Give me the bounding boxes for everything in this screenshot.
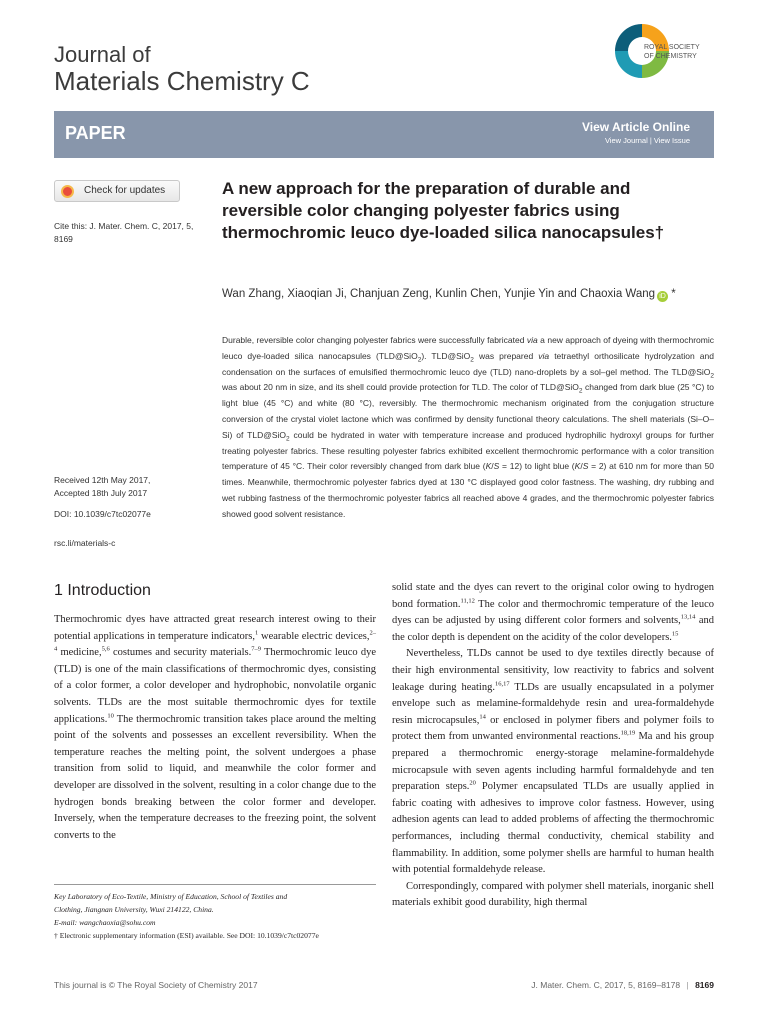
article-type-label: PAPER xyxy=(65,123,126,143)
received-date: Received 12th May 2017, xyxy=(54,475,151,485)
journal-title-line2: Materials Chemistry C xyxy=(54,66,310,96)
affiliation-line1: Key Laboratory of Eco-Textile, Ministry of Education, School of Textiles and xyxy=(54,892,288,901)
paragraph: solid state and the dyes can revert to the original color owing to hydrogen bond formation.$^{11,12}$ The color and thermochromic temperature of the leuco dyes can be adjusted by using different color formers and solvents,$^{13,14}$ and the color depth is dependent on the acidity of the color developers.$^{15}$ xyxy=(392,582,715,643)
body-column-right xyxy=(392,580,714,912)
affiliation-line2: Clothing, Jiangnan University, Wuxi 214122, China. xyxy=(54,905,214,914)
corresponding-email[interactable]: E-mail: wangchaoxia@sohu.com xyxy=(54,918,156,927)
abstract: Durable, reversible color changing polyester fabrics were successfully fabricated via a new approach of dyeing with thermochromic leuco dye-loaded silica nanocapsules (TLD@SiO$_2$). TLD@SiO$_2$ was prepared via tetraethyl orthosilicate hydrolyzation and condensation on the surfaces of emulsified thermochromic leuco dye (TLD) nano-droplets by a sol–gel method. The TLD@SiO$_2$ was about 20 nm in size, and its shell could provide protection for TLD. The color of TLD@SiO$_2$ changed from dark blue (25 °C) to light blue (45 °C) and white (80 °C), reversibly. The thermochromic mechanism originated from the conjugation structure conversion of the crystal violet lactone which was confirmed by density functional theory calculations. The shell materials (Si–O–Si) of TLD@SiO$_2$ could be hydrated in water with temperature increase and produced hydrophilic hydroxyl groups for further treating polyester fabrics. These resulting polyester fabrics exhibited excellent thermochromic performance with a color transition temperature of 45 °C. Their color reversibly changed from dark blue (K/S = 12) to light blue (K/S = 2) at 610 nm for more than 50 times. Meanwhile, thermochromic polyester fabrics dyed at 130 °C displayed good color fastness. The washing, dry rubbing and wet rubbing fastness of the thermochromic polyester fabrics all reached above 4 grades, and the thermochromic polyester fabrics showed good solvent resistance. xyxy=(222,335,715,519)
view-article-online-link[interactable]: View Article Online xyxy=(581,120,690,134)
article-title: A new approach for the preparation of durable and reversible color changing polyester fabrics using thermochromic leuco dye-loaded silica nanocapsules† xyxy=(222,179,665,242)
article-type-banner xyxy=(54,111,714,158)
footer-citation: J. Mater. Chem. C, 2017, 5, 8169–8178 | 8169 xyxy=(531,980,714,990)
esi-note: † Electronic supplementary information (ESI) available. See DOI: 10.1039/c7tc02077e xyxy=(54,931,319,940)
body-column-left xyxy=(54,612,376,844)
rsc-logo-text1: ROYAL SOCIETY xyxy=(644,44,700,51)
check-for-updates-button[interactable] xyxy=(54,180,180,202)
paragraph: Correspondingly, compared with polymer shell materials, inorganic shell materials exhibit good durability, high thermal xyxy=(392,880,714,909)
journal-title-line1: Journal of xyxy=(54,42,151,67)
footnote-divider xyxy=(54,884,376,885)
section-heading-introduction: 1 Introduction xyxy=(54,582,151,599)
author-names: Wan Zhang, Xiaoqian Ji, Chanjuan Zeng, Kunlin Chen, Yunjie Yin and Chaoxia Wang xyxy=(222,288,656,300)
journal-url[interactable]: rsc.li/materials-c xyxy=(54,538,116,548)
check-for-updates-label: Check for updates xyxy=(84,185,166,196)
rsc-logo xyxy=(612,18,722,84)
footer-journal-ref: J. Mater. Chem. C, 2017, 5, 8169–8178 xyxy=(531,980,681,990)
rsc-logo-text2: OF CHEMISTRY xyxy=(644,53,697,60)
view-article-online-block xyxy=(582,120,690,145)
paragraph: Nevertheless, TLDs cannot be used to dye textiles directly because of their high environmental sensitivity, low reactivity to fabrics and solvent leakage during heating.$^{16,17}$ TLDs are usually encapsulated in a polymer envelope such as melamine-formaldehyde resin and urea-formaldehyde resin microcapsules,$^{14}$ or enclosed in polymer fibers and polymer foils to protect them from unwanted environmental reactions.$^{18,19}$ Ma and his group prepared a thermochromic energy-storage melamine-formaldehyde microcapsule with seven agents including harmful formaldehyde and ten preparation steps.$^{20}$ Polymer encapsulated TLDs are usually applied in fabric coating with adhesives to improve color fastness. However, using adhesion agents can lead to added problems of affecting the thermochromic performances, including thermal conductivity, chemical stability and flammability. In addition, some polymer shells are harmful to human health with potential formaldehyde release. xyxy=(392,648,714,876)
footer-copyright: This journal is © The Royal Society of Chemistry 2017 xyxy=(54,980,258,990)
accepted-date: Accepted 18th July 2017 xyxy=(54,488,148,498)
rsc-logo-icon xyxy=(612,18,722,84)
author-list: Wan Zhang, Xiaoqian Ji, Chanjuan Zeng, Kunlin Chen, Yunjie Yin and Chaoxia Wang iD * xyxy=(222,288,676,300)
citation: Cite this: J. Mater. Chem. C, 2017, 5, 8169 xyxy=(54,221,194,244)
doi[interactable]: DOI: 10.1039/c7tc02077e xyxy=(54,509,151,519)
crossmark-icon xyxy=(61,185,74,198)
view-journal-issue-links[interactable]: View Journal | View Issue xyxy=(604,136,690,145)
paragraph: Thermochromic dyes have attracted great research interest owing to their potential applications in temperature indicators,$^1$ wearable electric devices,$^{2-4}$ medicine,$^{5,6}$ costumes and security materials.$^{7-9}$ Thermochromic leuco dye (TLD) is one of the main classifications of thermochromic dyes, consisting of a color former, a color developer and hydrophobic, nonvolatile organic solvents. TLDs are the most suitable thermochromic dyes for textile applications.$^{10}$ The thermochromic transition takes place around the melting point of the solvents and possesses an excellent reversibility. When the temperature reaches the melting point, the solvent undergoes a phase transition from solid to liquid, and meanwhile the color former and developer are dissolved in the solvent, resulting in a color change due to the hydrogen bonds breaking between the color former and developer. Inversely, when the temperature decreases to the freezing point, the solvent converts to the xyxy=(54,614,376,841)
footnotes xyxy=(54,890,384,942)
page-number: 8169 xyxy=(695,980,714,990)
orcid-icon[interactable]: iD xyxy=(657,291,668,302)
journal-title xyxy=(54,44,310,94)
